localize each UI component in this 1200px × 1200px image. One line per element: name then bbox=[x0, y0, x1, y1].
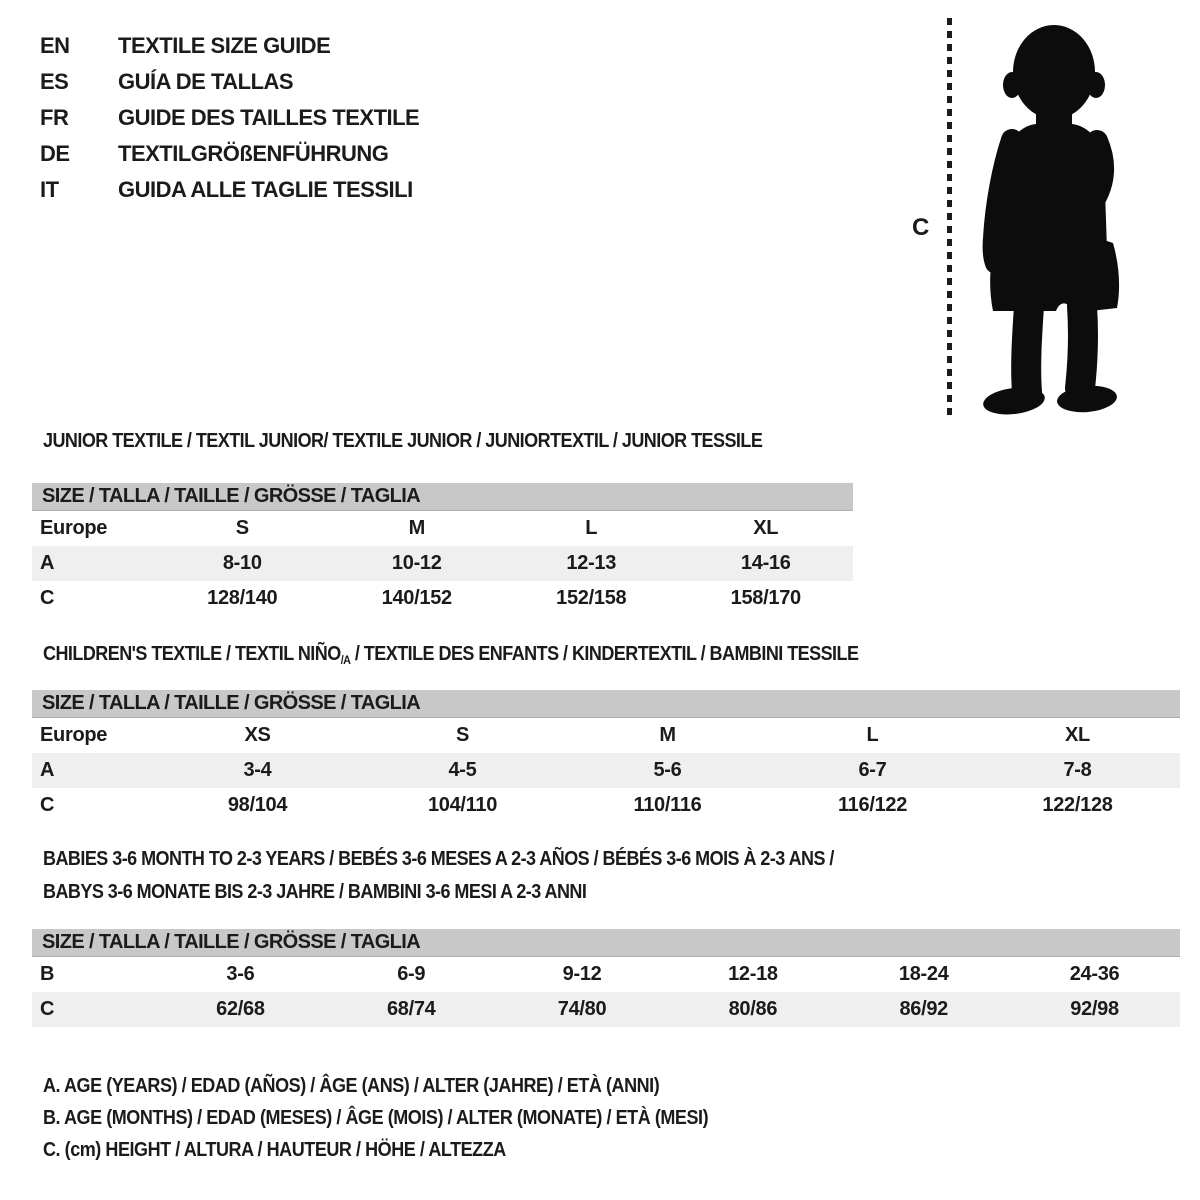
table-cell: L bbox=[585, 517, 598, 539]
language-code: DE bbox=[40, 141, 70, 166]
language-row bbox=[40, 28, 419, 64]
table-cell: 62/68 bbox=[216, 998, 265, 1020]
table-row bbox=[32, 753, 1180, 788]
legend-line-age-months: B. AGE (MONTHS) / EDAD (MESES) / ÂGE (MOIS) / ALTER (MONATE) / ETÀ (MESI) bbox=[43, 1106, 709, 1129]
children-size-table bbox=[32, 690, 1180, 823]
language-title: GUIDE DES TAILLES TEXTILE bbox=[118, 105, 420, 130]
language-code: EN bbox=[40, 33, 70, 58]
table-cell: 152/158 bbox=[556, 587, 627, 609]
table-row bbox=[32, 788, 1180, 823]
legend-line-age-years: A. AGE (YEARS) / EDAD (AÑOS) / ÂGE (ANS) / ALTER (JAHRE) / ETÀ (ANNI) bbox=[43, 1074, 660, 1097]
table-cell: L bbox=[866, 724, 879, 746]
language-code: IT bbox=[40, 177, 59, 202]
children-title-suffix: / TEXTILE DES ENFANTS / KINDERTEXTIL / BAMBINI TESSILE bbox=[350, 643, 859, 665]
table-row bbox=[32, 718, 1180, 753]
language-row bbox=[40, 100, 419, 136]
table-cell: 140/152 bbox=[381, 587, 452, 609]
table-cell: 110/116 bbox=[633, 794, 702, 816]
height-measure-label: C bbox=[912, 214, 930, 241]
table-cell: 4-5 bbox=[448, 759, 477, 781]
table-cell: 98/104 bbox=[227, 794, 288, 816]
table-cell: 6-9 bbox=[397, 963, 426, 985]
language-title: GUÍA DE TALLAS bbox=[118, 69, 294, 94]
table-cell: 116/122 bbox=[837, 794, 908, 816]
children-title-prefix: CHILDREN'S TEXTILE / TEXTIL NIÑO bbox=[43, 643, 341, 665]
table-cell: S bbox=[235, 517, 249, 539]
size-header-bar: SIZE / TALLA / TAILLE / GRÖSSE / TAGLIA bbox=[32, 483, 853, 511]
row-label: Europe bbox=[40, 517, 108, 539]
table-cell: 68/74 bbox=[386, 998, 436, 1020]
table-cell: XL bbox=[1065, 724, 1090, 746]
table-cell: 5-6 bbox=[653, 759, 682, 781]
language-code: FR bbox=[40, 105, 69, 130]
table-cell: 158/170 bbox=[730, 587, 801, 609]
table-cell: XL bbox=[753, 517, 779, 539]
language-title: GUIDA ALLE TAGLIE TESSILI bbox=[118, 177, 413, 202]
table-row bbox=[32, 992, 1180, 1027]
table-row bbox=[32, 546, 853, 581]
row-label: Europe bbox=[40, 724, 108, 746]
row-label: C bbox=[40, 587, 55, 609]
table-row bbox=[32, 511, 853, 546]
language-title: TEXTILE SIZE GUIDE bbox=[118, 33, 331, 58]
table-row bbox=[32, 581, 853, 616]
row-label: A bbox=[40, 759, 55, 781]
children-title-subscript: /A bbox=[340, 653, 351, 667]
table-cell: M bbox=[408, 517, 425, 539]
table-cell: 128/140 bbox=[207, 587, 278, 609]
table-cell: 3-6 bbox=[226, 963, 255, 985]
table-cell: S bbox=[455, 724, 470, 746]
table-cell: 14-16 bbox=[740, 552, 791, 574]
language-code: ES bbox=[40, 69, 69, 94]
toddler-silhouette-icon bbox=[966, 12, 1144, 418]
table-cell: 86/92 bbox=[899, 998, 948, 1020]
size-header-bar: SIZE / TALLA / TAILLE / GRÖSSE / TAGLIA bbox=[32, 690, 1180, 718]
table-cell: 122/128 bbox=[1042, 794, 1113, 816]
legend-line-height-cm: C. (cm) HEIGHT / ALTURA / HAUTEUR / HÖHE / ALTEZZA bbox=[43, 1138, 506, 1161]
table-cell: 7-8 bbox=[1063, 759, 1092, 781]
babies-section-title-line1: BABIES 3-6 MONTH TO 2-3 YEARS / BEBÉS 3-6 MESES A 2-3 AÑOS / BÉBÉS 3-6 MOIS À 2-3 ANS / bbox=[43, 848, 834, 870]
row-label: B bbox=[40, 963, 55, 985]
table-cell: 12-18 bbox=[728, 963, 778, 985]
language-row bbox=[40, 172, 419, 208]
table-cell: 24-36 bbox=[1069, 963, 1120, 985]
table-cell: M bbox=[659, 724, 676, 746]
table-cell: 74/80 bbox=[557, 998, 607, 1020]
table-cell: 8-10 bbox=[222, 552, 262, 574]
babies-size-table bbox=[32, 929, 1180, 1027]
table-cell: 80/86 bbox=[728, 998, 778, 1020]
table-cell: 104/110 bbox=[427, 794, 498, 816]
table-cell: XS bbox=[244, 724, 271, 746]
table-cell: 9-12 bbox=[562, 963, 602, 985]
row-label: A bbox=[40, 552, 55, 574]
babies-section-title-line2: BABYS 3-6 MONATE BIS 2-3 JAHRE / BAMBINI 3-6 MESI A 2-3 ANNI bbox=[43, 881, 587, 903]
table-row bbox=[32, 957, 1180, 992]
row-label: C bbox=[40, 794, 55, 816]
children-section-title bbox=[43, 643, 858, 666]
language-row bbox=[40, 136, 419, 172]
table-cell: 6-7 bbox=[858, 759, 887, 781]
junior-size-table bbox=[32, 483, 853, 616]
table-cell: 18-24 bbox=[898, 963, 949, 985]
size-legend bbox=[43, 1070, 782, 1166]
language-list bbox=[40, 28, 419, 208]
table-cell: 92/98 bbox=[1070, 998, 1119, 1020]
language-title: TEXTILGRÖßENFÜHRUNG bbox=[118, 141, 389, 166]
junior-section-title: JUNIOR TEXTILE / TEXTIL JUNIOR/ TEXTILE JUNIOR / JUNIORTEXTIL / JUNIOR TESSILE bbox=[43, 430, 763, 452]
table-cell: 10-12 bbox=[391, 552, 442, 574]
language-row bbox=[40, 64, 419, 100]
table-cell: 3-4 bbox=[243, 759, 272, 781]
table-cell: 12-13 bbox=[566, 552, 617, 574]
size-header-bar: SIZE / TALLA / TAILLE / GRÖSSE / TAGLIA bbox=[32, 929, 1180, 957]
height-measure-dashed-line bbox=[947, 18, 952, 416]
row-label: C bbox=[40, 998, 55, 1020]
